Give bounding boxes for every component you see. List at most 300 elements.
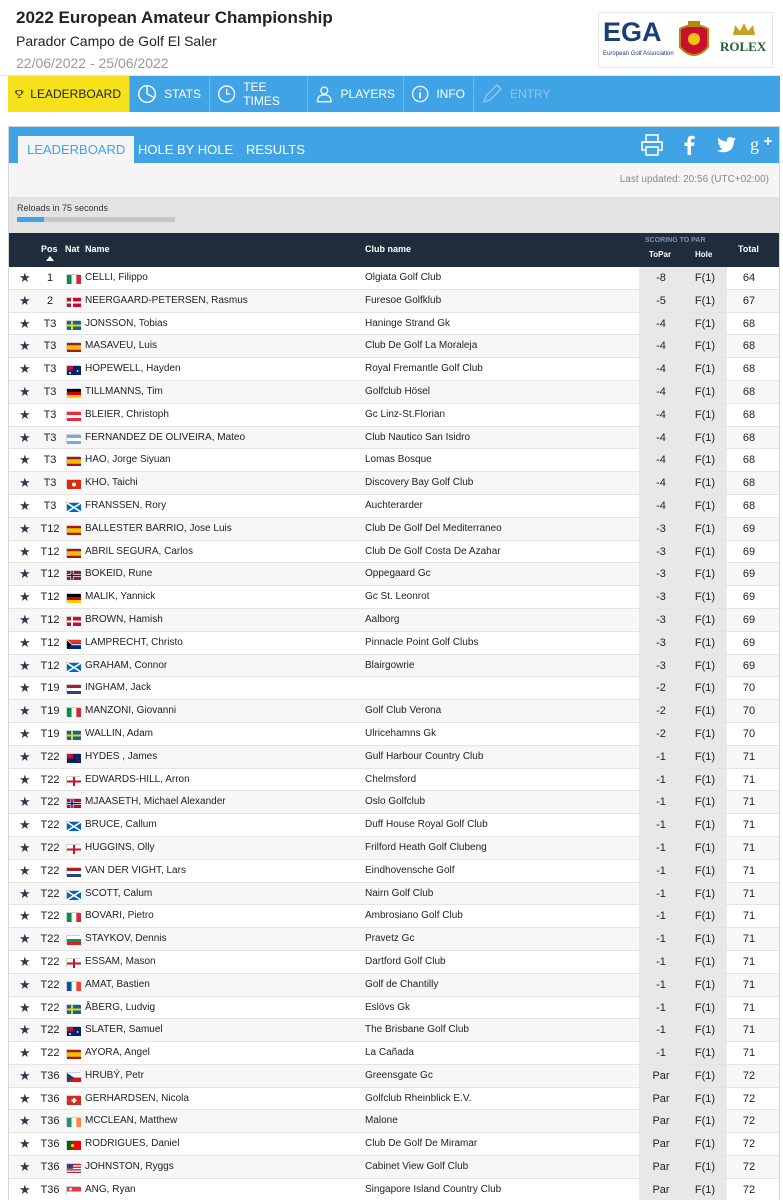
club-name: Club De Golf La Moraleja	[365, 340, 478, 352]
table-row[interactable]	[9, 1156, 779, 1179]
club-name: Auchterarder	[365, 499, 423, 511]
player-position: T36	[40, 1069, 60, 1082]
favorite-star-icon[interactable]: ★	[19, 383, 31, 399]
favorite-star-icon[interactable]: ★	[19, 611, 31, 627]
score-to-par: -4	[639, 335, 683, 357]
player-name[interactable]: SLATER, Samuel	[85, 1024, 163, 1036]
score-to-par: -4	[639, 404, 683, 426]
reload-countdown: Reloads in 75 seconds	[17, 203, 109, 213]
player-name[interactable]: WALLIN, Adam	[85, 727, 153, 739]
favorite-star-icon[interactable]: ★	[19, 270, 31, 285]
player-position: T3	[43, 363, 57, 376]
favorite-star-icon[interactable]: ★	[19, 725, 31, 741]
total-score: 68	[742, 363, 756, 376]
player-position: T12	[40, 568, 60, 581]
total-score: 68	[742, 499, 756, 512]
player-position: T3	[43, 499, 57, 512]
total-score: 68	[742, 431, 756, 444]
player-name[interactable]: LAMPRECHT, Christo	[85, 636, 183, 648]
total-score: 69	[742, 522, 756, 535]
player-name[interactable]: MCCLEAN, Matthew	[85, 1115, 178, 1127]
header-pos[interactable]: Pos	[41, 244, 58, 254]
player-name[interactable]: MANZONI, Giovanni	[85, 705, 177, 717]
table-row[interactable]	[9, 427, 779, 450]
club-name: Gulf Harbour Country Club	[365, 750, 484, 762]
table-row[interactable]	[9, 1179, 779, 1200]
player-name[interactable]: NEERGAARD-PETERSEN, Rasmus	[85, 294, 248, 306]
flag-es-icon	[66, 525, 80, 534]
flag-se-icon	[66, 730, 80, 739]
sort-up-icon	[46, 256, 54, 261]
table-row[interactable]	[9, 335, 779, 358]
hole-status: F(1)	[683, 267, 727, 289]
player-position: T3	[43, 340, 57, 353]
player-name[interactable]: FRANSSEN, Rory	[85, 499, 167, 511]
player-name[interactable]: GERHARDSEN, Nicola	[85, 1092, 189, 1104]
hole-status: F(1)	[683, 814, 727, 836]
favorite-star-icon[interactable]: ★	[19, 657, 31, 673]
flag-ch-icon	[66, 1095, 80, 1104]
favorite-star-icon[interactable]: ★	[19, 680, 31, 696]
club-name: Furesoe Golfklub	[365, 294, 442, 306]
total-score: 72	[742, 1138, 756, 1151]
player-position: T22	[40, 819, 60, 832]
google-plus-icon	[749, 133, 775, 157]
favorite-star-icon[interactable]: ★	[19, 1045, 31, 1061]
score-to-par: -1	[639, 814, 683, 836]
player-name[interactable]: BLEIER, Christoph	[85, 408, 169, 420]
table-row[interactable]	[9, 997, 779, 1020]
reload-progress-bar	[17, 217, 175, 222]
club-name: Oslo Golfclub	[365, 796, 426, 808]
header-nat: Nat	[65, 244, 80, 254]
player-position: T12	[40, 659, 60, 672]
flag-za-icon	[66, 639, 80, 648]
club-name: Duff House Royal Golf Club	[365, 819, 488, 831]
table-row[interactable]	[9, 1133, 779, 1156]
player-name[interactable]: HUGGINS, Olly	[85, 841, 155, 853]
flag-pt-icon	[66, 1140, 80, 1149]
total-score: 72	[742, 1161, 756, 1174]
player-position: T22	[40, 910, 60, 923]
hole-status: F(1)	[683, 404, 727, 426]
hole-status: F(1)	[683, 1065, 727, 1087]
score-to-par: -3	[639, 609, 683, 631]
player-position: T3	[43, 385, 57, 398]
flag-en-icon	[66, 844, 80, 853]
favorite-star-icon[interactable]: ★	[19, 520, 31, 536]
club-name: Gc St. Leonrot	[365, 591, 430, 603]
player-name[interactable]: BRUCE, Callum	[85, 819, 157, 831]
total-score: 69	[742, 659, 756, 672]
score-to-par: Par	[639, 1088, 683, 1110]
flag-it-icon	[66, 274, 80, 283]
total-score: 72	[742, 1115, 756, 1128]
favorite-star-icon[interactable]: ★	[19, 634, 31, 650]
table-row[interactable]	[9, 541, 779, 564]
favorite-star-icon[interactable]: ★	[19, 475, 31, 491]
google-plus-share-button[interactable]	[747, 130, 777, 160]
player-name[interactable]: HYDES , James	[85, 750, 158, 762]
player-name[interactable]: HRUBÝ, Petr	[85, 1069, 144, 1081]
player-name[interactable]: ABRIL SEGURA, Carlos	[85, 545, 193, 557]
flag-es-icon	[66, 456, 80, 465]
favorite-star-icon[interactable]: ★	[19, 1067, 31, 1083]
flag-au-icon	[66, 1026, 80, 1035]
total-score: 72	[742, 1183, 756, 1196]
flag-us-icon	[66, 1163, 80, 1172]
favorite-star-icon[interactable]: ★	[19, 292, 31, 308]
favorite-star-icon[interactable]: ★	[19, 748, 31, 764]
favorite-star-icon[interactable]: ★	[19, 953, 31, 969]
favorite-star-icon[interactable]: ★	[19, 817, 31, 833]
flag-es-icon	[66, 1049, 80, 1058]
favorite-star-icon[interactable]: ★	[19, 566, 31, 582]
player-name[interactable]: VAN DER VIGHT, Lars	[85, 864, 186, 876]
player-position: T22	[40, 933, 60, 946]
hole-status: F(1)	[683, 951, 727, 973]
total-score: 71	[742, 887, 756, 900]
player-position: T36	[40, 1115, 60, 1128]
total-score: 68	[742, 477, 756, 490]
player-name[interactable]: BOKEID, Rune	[85, 568, 153, 580]
hole-status: F(1)	[683, 563, 727, 585]
favorite-star-icon[interactable]: ★	[19, 589, 31, 605]
hole-status: F(1)	[683, 883, 727, 905]
table-row[interactable]	[9, 1110, 779, 1133]
flag-en-icon	[66, 776, 80, 785]
table-row[interactable]	[9, 746, 779, 769]
favorite-star-icon[interactable]: ★	[19, 885, 31, 901]
player-name[interactable]: STAYKOV, Dennis	[85, 933, 167, 945]
nav-stats[interactable]	[130, 76, 210, 112]
player-name[interactable]: BALLESTER BARRIO, Jose Luis	[85, 522, 232, 534]
last-updated: Last updated: 20:56 (UTC+02:00)	[619, 174, 769, 185]
club-name: Discovery Bay Golf Club	[365, 477, 474, 489]
table-row[interactable]	[9, 313, 779, 336]
table-row[interactable]	[9, 905, 779, 928]
club-name: Haninge Strand Gk	[365, 317, 451, 329]
club-name: Greensgate Gc	[365, 1069, 433, 1081]
ega-logo-subtext: European Golf Association	[603, 51, 674, 57]
header-scoring-to-par: SCORING TO PAR	[645, 237, 706, 244]
flag-en-icon	[66, 958, 80, 967]
nav-players[interactable]	[308, 76, 404, 112]
nav-label: PLAYERS	[340, 87, 395, 101]
favorite-star-icon[interactable]: ★	[19, 1090, 31, 1106]
total-score: 68	[742, 317, 756, 330]
table-row[interactable]	[9, 1088, 779, 1111]
score-to-par: -2	[639, 723, 683, 745]
player-position: T22	[40, 1024, 60, 1037]
score-to-par: -3	[639, 541, 683, 563]
club-name: Royal Fremantle Golf Club	[365, 363, 483, 375]
score-to-par: -1	[639, 837, 683, 859]
score-to-par: -5	[639, 290, 683, 312]
player-name[interactable]: GRAHAM, Connor	[85, 659, 168, 671]
club-name: Olgiata Golf Club	[365, 272, 442, 283]
favorite-star-icon[interactable]: ★	[19, 1181, 31, 1197]
hole-status: F(1)	[683, 655, 727, 677]
hole-status: F(1)	[683, 1088, 727, 1110]
score-to-par: -4	[639, 472, 683, 494]
nav-label: STATS	[164, 87, 201, 101]
player-name[interactable]: JOHNSTON, Ryggs	[85, 1161, 174, 1173]
hole-status: F(1)	[683, 609, 727, 631]
favorite-star-icon[interactable]: ★	[19, 794, 31, 810]
total-score: 71	[742, 750, 756, 763]
rolex-logo: ROLEX	[720, 39, 767, 54]
nav-leaderboard[interactable]	[8, 76, 130, 112]
flag-cz-icon	[66, 1072, 80, 1081]
person-icon	[314, 82, 335, 106]
table-row[interactable]	[9, 609, 779, 632]
hole-status: F(1)	[683, 518, 727, 540]
total-score: 71	[742, 841, 756, 854]
score-to-par: -1	[639, 860, 683, 882]
table-row[interactable]	[9, 1019, 779, 1042]
favorite-star-icon[interactable]: ★	[19, 1022, 31, 1038]
total-score: 67	[742, 294, 756, 307]
favorite-star-icon[interactable]: ★	[19, 703, 31, 719]
score-to-par: -1	[639, 769, 683, 791]
table-row[interactable]	[9, 791, 779, 814]
hole-status: F(1)	[683, 746, 727, 768]
score-to-par: Par	[639, 1110, 683, 1132]
player-name[interactable]: HAO, Jorge Siyuan	[85, 454, 171, 466]
table-row[interactable]	[9, 677, 779, 700]
table-row[interactable]	[9, 518, 779, 541]
favorite-star-icon[interactable]: ★	[19, 1136, 31, 1152]
player-name[interactable]: EDWARDS-HILL, Arron	[85, 773, 190, 785]
hole-status: F(1)	[683, 837, 727, 859]
player-name[interactable]: JONSSON, Tobias	[85, 317, 168, 329]
nav-tee-times[interactable]	[210, 76, 308, 112]
player-name[interactable]: HOPEWELL, Hayden	[85, 363, 181, 375]
table-row[interactable]	[9, 700, 779, 723]
hole-status: F(1)	[683, 1133, 727, 1155]
table-row[interactable]	[9, 632, 779, 655]
flag-au-icon	[66, 365, 80, 374]
player-position: T22	[40, 1047, 60, 1060]
favorite-star-icon[interactable]: ★	[19, 497, 31, 513]
tab-leaderboard[interactable]: LEADERBOARD	[18, 136, 134, 163]
table-row[interactable]	[9, 267, 779, 290]
favorite-star-icon[interactable]: ★	[19, 771, 31, 787]
pencil-icon	[480, 82, 504, 106]
table-row[interactable]	[9, 1065, 779, 1088]
player-name[interactable]: MALIK, Yannick	[85, 591, 156, 603]
flag-fr-icon	[66, 981, 80, 990]
tab-bar	[9, 127, 779, 163]
favorite-star-icon[interactable]: ★	[19, 543, 31, 559]
tab-results[interactable]: RESULTS	[246, 142, 305, 157]
favorite-star-icon[interactable]: ★	[19, 429, 31, 445]
clock-icon	[216, 82, 237, 106]
favorite-star-icon[interactable]: ★	[19, 931, 31, 947]
player-position: T22	[40, 796, 60, 809]
player-name[interactable]: INGHAM, Jack	[85, 682, 152, 694]
nav-info[interactable]	[404, 76, 474, 112]
score-to-par: -1	[639, 1019, 683, 1041]
player-position: T3	[43, 408, 57, 421]
table-row[interactable]	[9, 928, 779, 951]
player-name[interactable]: SCOTT, Calum	[85, 887, 153, 899]
event-venue: Parador Campo de Golf El Saler	[16, 33, 217, 49]
table-row[interactable]	[9, 1042, 779, 1065]
printer-icon	[640, 133, 664, 157]
flag-no-icon	[66, 798, 80, 807]
favorite-star-icon[interactable]: ★	[19, 908, 31, 924]
player-name[interactable]: KHO, Taichi	[85, 477, 138, 489]
table-row[interactable]	[9, 449, 779, 472]
table-header	[9, 233, 779, 267]
table-row[interactable]	[9, 974, 779, 997]
pie-chart-icon	[136, 82, 158, 106]
score-to-par: Par	[639, 1156, 683, 1178]
hole-status: F(1)	[683, 541, 727, 563]
flag-se-icon	[66, 320, 80, 329]
nav-label: INFO	[436, 87, 465, 101]
hole-status: F(1)	[683, 997, 727, 1019]
favorite-star-icon[interactable]: ★	[19, 452, 31, 468]
player-name[interactable]: CELLI, Filippo	[85, 272, 148, 283]
twitter-share-button[interactable]	[711, 130, 741, 160]
hole-status: F(1)	[683, 313, 727, 335]
table-row[interactable]	[9, 814, 779, 837]
player-name[interactable]: BROWN, Hamish	[85, 613, 163, 625]
favorite-star-icon[interactable]: ★	[19, 361, 31, 377]
hole-status: F(1)	[683, 586, 727, 608]
total-score: 72	[742, 1069, 756, 1082]
total-score: 70	[742, 727, 756, 740]
score-to-par: -3	[639, 655, 683, 677]
hole-status: F(1)	[683, 495, 727, 517]
club-name: Malone	[365, 1115, 398, 1127]
trophy-icon	[14, 82, 24, 106]
club-name: The Brisbane Golf Club	[365, 1024, 469, 1036]
player-position: T3	[43, 317, 57, 330]
club-name: Singapore Island Country Club	[365, 1183, 502, 1195]
score-to-par: -1	[639, 905, 683, 927]
player-name[interactable]: TILLMANNS, Tim	[85, 385, 163, 397]
tab-hole-by-hole[interactable]: HOLE BY HOLE	[138, 142, 234, 157]
score-to-par: -1	[639, 974, 683, 996]
header-topar: ToPar	[649, 250, 672, 259]
header-name: Name	[85, 244, 110, 254]
table-row[interactable]	[9, 837, 779, 860]
favorite-star-icon[interactable]: ★	[19, 862, 31, 878]
favorite-star-icon[interactable]: ★	[19, 976, 31, 992]
score-to-par: -1	[639, 928, 683, 950]
score-to-par: Par	[639, 1133, 683, 1155]
club-name: Cabinet View Golf Club	[365, 1161, 469, 1173]
club-name: Ulricehamns Gk	[365, 727, 437, 739]
favorite-star-icon[interactable]: ★	[19, 406, 31, 422]
club-name: Golfclub Hösel	[365, 385, 431, 397]
player-name[interactable]: AYORA, Angel	[85, 1047, 150, 1059]
club-name: Dartford Golf Club	[365, 955, 446, 967]
total-score: 71	[742, 933, 756, 946]
flag-nz-icon	[66, 753, 80, 762]
flag-nl-icon	[66, 867, 80, 876]
table-row[interactable]	[9, 381, 779, 404]
table-row[interactable]	[9, 472, 779, 495]
table-row[interactable]	[9, 951, 779, 974]
total-score: 71	[742, 910, 756, 923]
score-to-par: -4	[639, 449, 683, 471]
hole-status: F(1)	[683, 723, 727, 745]
score-to-par: -1	[639, 951, 683, 973]
total-score: 68	[742, 385, 756, 398]
player-name[interactable]: RODRIGUES, Daniel	[85, 1138, 180, 1150]
nav-label: ENTRY	[510, 87, 551, 101]
table-row[interactable]	[9, 723, 779, 746]
player-name[interactable]: BOVARI, Pietro	[85, 910, 154, 922]
table-row[interactable]	[9, 769, 779, 792]
player-name[interactable]: FERNANDEZ DE OLIVEIRA, Mateo	[85, 431, 246, 443]
score-to-par: Par	[639, 1179, 683, 1200]
table-row[interactable]	[9, 883, 779, 906]
table-row[interactable]	[9, 290, 779, 313]
player-name[interactable]: MASAVEU, Luis	[85, 340, 158, 352]
table-row[interactable]	[9, 860, 779, 883]
hole-status: F(1)	[683, 1156, 727, 1178]
favorite-star-icon[interactable]: ★	[19, 1159, 31, 1175]
header-total: Total	[738, 244, 759, 254]
player-name[interactable]: ESSAM, Mason	[85, 955, 156, 967]
player-name[interactable]: ANG, Ryan	[85, 1183, 136, 1195]
table-row[interactable]	[9, 358, 779, 381]
table-row[interactable]	[9, 495, 779, 518]
club-name: Ambrosiano Golf Club	[365, 910, 463, 922]
player-position: T36	[40, 1138, 60, 1151]
twitter-icon	[714, 133, 738, 157]
player-position: T19	[40, 682, 60, 695]
favorite-star-icon[interactable]: ★	[19, 338, 31, 354]
total-score: 69	[742, 545, 756, 558]
club-name: Lomas Bosque	[365, 454, 432, 466]
player-name[interactable]: ÅBERG, Ludvig	[85, 1001, 156, 1013]
score-to-par: -1	[639, 997, 683, 1019]
favorite-star-icon[interactable]: ★	[19, 999, 31, 1015]
player-name[interactable]: AMAT, Bastien	[85, 978, 150, 990]
club-name: Golf Club Verona	[365, 705, 442, 717]
favorite-star-icon[interactable]: ★	[19, 1113, 31, 1129]
club-name: Golfclub Rheinblick E.V.	[365, 1092, 472, 1104]
favorite-star-icon[interactable]: ★	[19, 315, 31, 331]
table-row[interactable]	[9, 563, 779, 586]
player-position: T22	[40, 955, 60, 968]
table-row[interactable]	[9, 586, 779, 609]
flag-ie-icon	[66, 1117, 80, 1126]
total-score: 71	[742, 864, 756, 877]
score-to-par: -4	[639, 358, 683, 380]
total-score: 68	[742, 454, 756, 467]
score-to-par: -8	[639, 267, 683, 289]
print-button[interactable]	[637, 130, 667, 160]
player-position: T12	[40, 636, 60, 649]
hole-status: F(1)	[683, 677, 727, 699]
player-name[interactable]: MJAASETH, Michael Alexander	[85, 796, 226, 808]
table-row[interactable]	[9, 404, 779, 427]
player-position: T22	[40, 1001, 60, 1014]
favorite-star-icon[interactable]: ★	[19, 839, 31, 855]
facebook-share-button[interactable]	[674, 130, 704, 160]
flag-ar-icon	[66, 434, 80, 443]
table-row[interactable]	[9, 655, 779, 678]
leaderboard-rows	[9, 267, 779, 1200]
